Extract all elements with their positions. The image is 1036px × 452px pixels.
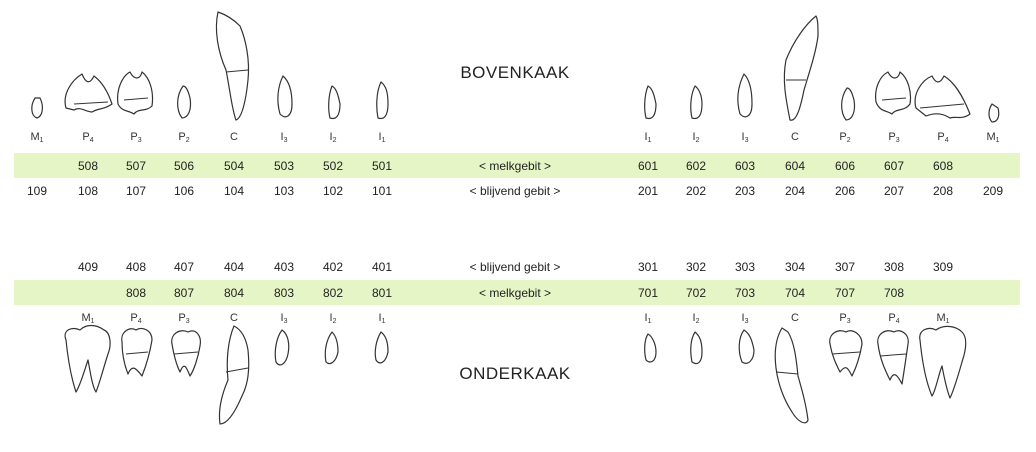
lower-melk-code: 703 [734,286,756,300]
lower-right-label: $P_3$ [178,312,190,325]
upper-melk-code: 502 [322,159,344,173]
lower-blijvend-code: 304 [784,260,806,274]
lower-right-premolar-p3-drawing [172,331,201,376]
lower-blijvend-label: < blijvend gebit > [469,260,561,274]
lower-melk-code: 701 [637,286,659,300]
upper-blijvend-code: 106 [173,184,195,198]
upper-left-label: $P_4$ [937,131,949,144]
upper-blijvend-code: 201 [637,184,659,198]
lower-left-label: $P_4$ [888,312,900,325]
upper-blijvend-code: 208 [932,184,954,198]
upper-right-incisor-i2-drawing [329,86,340,118]
lower-melkgebit-label: < melkgebit > [478,286,552,300]
upper-melkgebit-label: < melkgebit > [478,159,552,173]
lower-left-canine-drawing [775,328,808,423]
lower-blijvend-code: 401 [371,260,393,274]
lower-blijvend-code: 308 [883,260,905,274]
lower-right-label: $I_1$ [378,312,386,325]
upper-melk-code: 508 [77,159,99,173]
upper-blijvend-code: 204 [784,184,806,198]
upper-melk-code: 501 [371,159,393,173]
upper-blijvend-label: < blijvend gebit > [469,184,561,198]
upper-melk-code: 504 [223,159,245,173]
upper-melk-code: 602 [685,159,707,173]
upper-melk-code: 601 [637,159,659,173]
lower-blijvend-code: 303 [734,260,756,274]
upper-right-label: $M_1$ [30,131,44,144]
lower-jaw-title: ONDERKAAK [459,364,571,383]
upper-blijvend-code: 104 [223,184,245,198]
lower-blijvend-code: 403 [273,260,295,274]
upper-blijvend-code: 209 [982,184,1004,198]
upper-melk-code: 507 [125,159,147,173]
upper-blijvend-code: 206 [834,184,856,198]
lower-left-label: $I_1$ [644,312,652,325]
lower-melk-code: 704 [784,286,806,300]
lower-left-label: $M_1$ [936,312,950,325]
lower-right-canine-drawing [219,326,248,424]
upper-blijvend-code: 107 [125,184,147,198]
upper-left-incisor-i1-drawing [645,86,656,118]
lower-melk-code: 702 [685,286,707,300]
upper-melk-code: 606 [834,159,856,173]
upper-left-label: $I_2$ [692,131,700,144]
lower-right-molar-m1-drawing [65,326,110,393]
upper-right-canine-drawing [216,12,248,120]
upper-left-label: $I_3$ [741,131,749,144]
upper-right-molar-m1-drawing [32,98,43,118]
lower-left-incisor-i3-drawing [739,330,754,363]
lower-right-label: $I_3$ [280,312,288,325]
lower-melk-code: 804 [223,286,245,300]
upper-blijvend-code: 101 [371,184,393,198]
lower-blijvend-code: 407 [173,260,195,274]
upper-left-incisor-i3-drawing [738,74,752,117]
lower-left-premolar-p3-drawing [830,331,862,376]
lower-left-label: $I_3$ [741,312,749,325]
upper-right-label: $I_1$ [378,131,386,144]
upper-right-premolar-p2-drawing [178,86,191,118]
lower-blijvend-code: 309 [932,260,954,274]
upper-right-label: $P_4$ [82,131,94,144]
lower-left-incisor-i1-drawing [645,334,656,362]
lower-right-label: C [230,312,238,324]
upper-left-canine-drawing [784,16,818,120]
lower-blijvend-code: 301 [637,260,659,274]
upper-right-premolar-p4-drawing [65,74,112,112]
lower-blijvend-code: 409 [77,260,99,274]
lower-blijvend-code: 404 [223,260,245,274]
upper-blijvend-code: 203 [734,184,756,198]
upper-right-label: $P_2$ [178,131,190,144]
upper-left-label: $M_1$ [986,131,1000,144]
upper-left-molar-m1-drawing [989,104,999,122]
lower-melk-code: 802 [322,286,344,300]
upper-right-incisor-i3-drawing [278,76,292,117]
lower-melk-code: 707 [834,286,856,300]
lower-right-label: $I_2$ [329,312,337,325]
lower-melk-code: 807 [173,286,195,300]
lower-blijvend-code: 408 [125,260,147,274]
lower-left-label: $I_2$ [692,312,700,325]
lower-right-label: $P_4$ [130,312,142,325]
upper-left-incisor-i2-drawing [691,86,702,118]
upper-blijvend-code: 109 [26,184,48,198]
lower-left-label: $P_3$ [839,312,851,325]
lower-melk-code: 808 [125,286,147,300]
upper-right-label: C [230,131,238,143]
lower-blijvend-code: 402 [322,260,344,274]
lower-blijvend-code: 302 [685,260,707,274]
lower-right-incisor-i2-drawing [325,332,338,364]
lower-left-molar-m1-drawing [920,326,966,398]
upper-right-incisor-i1-drawing [377,82,388,118]
upper-left-label: $P_3$ [888,131,900,144]
upper-blijvend-code: 108 [77,184,99,198]
upper-blijvend-code: 207 [883,184,905,198]
lower-right-label: $M_1$ [81,312,95,325]
upper-left-premolar-p4-drawing [915,76,970,118]
lower-blijvend-code: 307 [834,260,856,274]
upper-blijvend-code: 102 [322,184,344,198]
upper-left-premolar-p2-drawing [842,88,855,120]
upper-right-premolar-p3-drawing [118,72,153,114]
lower-left-premolar-p4-drawing [878,331,909,384]
lower-melk-code: 708 [883,286,905,300]
upper-left-premolar-p3-drawing [876,72,911,114]
upper-right-label: $P_3$ [130,131,142,144]
lower-left-incisor-i2-drawing [691,332,702,364]
upper-melk-code: 603 [734,159,756,173]
lower-right-incisor-i3-drawing [275,330,289,365]
upper-jaw-title: BOVENKAAK [460,63,570,82]
lower-right-incisor-i1-drawing [375,332,388,363]
upper-left-label: $I_1$ [644,131,652,144]
upper-melk-code: 506 [173,159,195,173]
upper-blijvend-code: 103 [273,184,295,198]
upper-melk-code: 607 [883,159,905,173]
upper-right-label: $I_2$ [329,131,337,144]
upper-right-label: $I_3$ [280,131,288,144]
upper-left-label: C [791,131,799,143]
upper-blijvend-code: 202 [685,184,707,198]
lower-left-label: C [791,312,799,324]
upper-melk-code: 604 [784,159,806,173]
upper-melk-code: 503 [273,159,295,173]
upper-melk-code: 608 [932,159,954,173]
lower-right-premolar-p4-drawing [122,328,152,376]
lower-melk-code: 801 [371,286,393,300]
lower-melk-code: 803 [273,286,295,300]
upper-left-label: $P_2$ [839,131,851,144]
